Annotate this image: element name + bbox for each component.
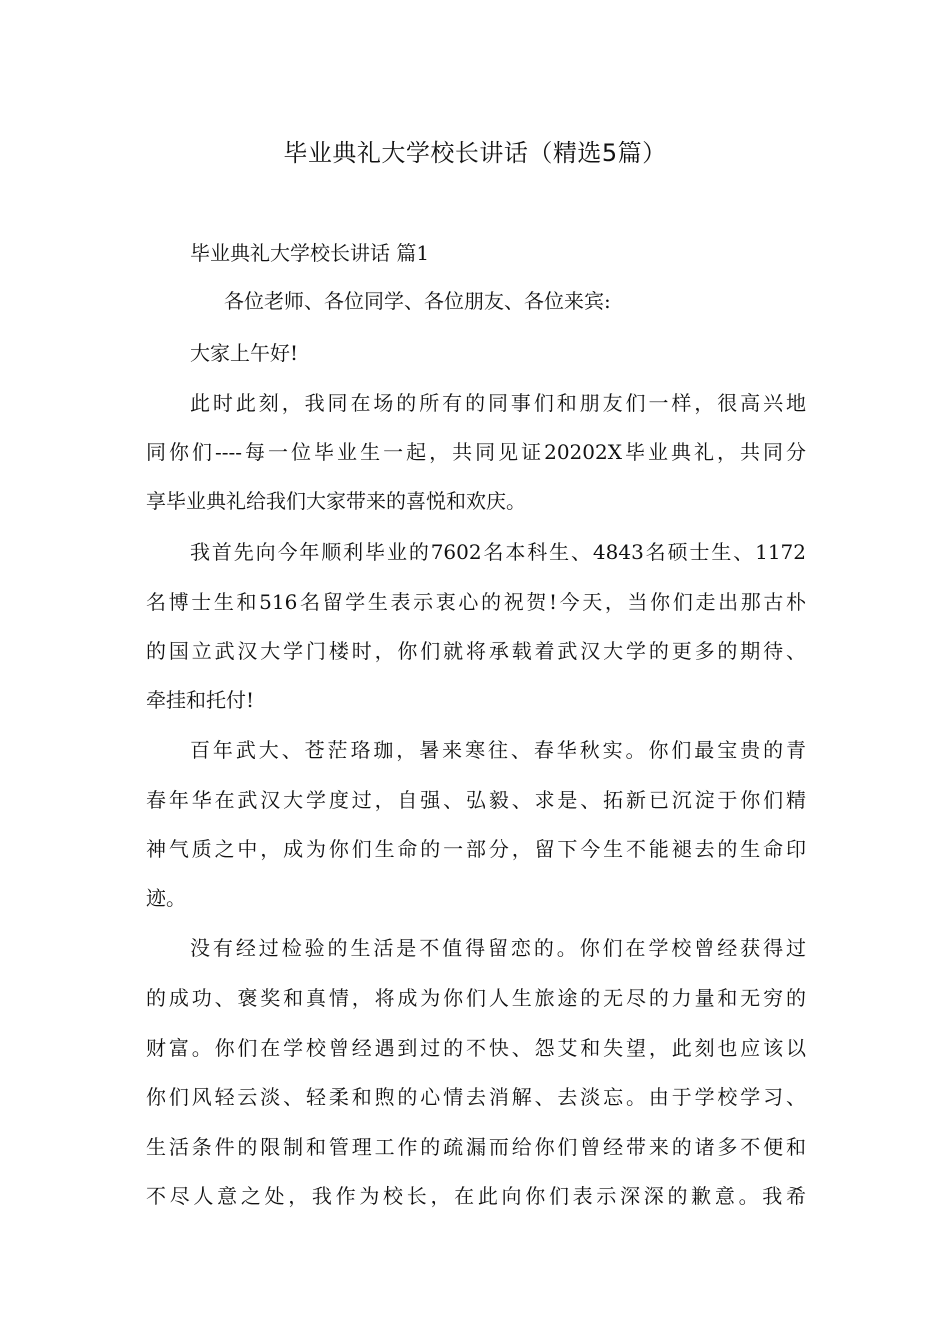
paragraph-line: 名博士生和516名留学生表示衷心的祝贺!今天，当你们走出那古朴	[146, 590, 806, 614]
paragraph-line: 享毕业典礼给我们大家带来的喜悦和欢庆。	[146, 489, 526, 513]
paragraph-line: 此时此刻，我同在场的所有的同事们和朋友们一样，很高兴地	[190, 391, 806, 415]
paragraph-line: 迹。	[146, 886, 186, 910]
paragraph-line: 没有经过检验的生活是不值得留恋的。你们在学校曾经获得过	[190, 936, 806, 960]
paragraph-line: 我首先向今年顺利毕业的7602名本科生、4843名硕士生、1172	[190, 540, 806, 564]
paragraph-line: 生活条件的限制和管理工作的疏漏而给你们曾经带来的诸多不便和	[146, 1135, 806, 1159]
paragraph-line: 同你们----每一位毕业生一起，共同见证20202X毕业典礼，共同分	[146, 440, 806, 464]
paragraph-line: 不尽人意之处，我作为校长，在此向你们表示深深的歉意。我希	[146, 1184, 806, 1208]
greeting: 大家上午好!	[190, 341, 299, 365]
paragraph-line: 春年华在武汉大学度过，自强、弘毅、求是、拓新已沉淀于你们精	[146, 788, 806, 812]
paragraph-line: 你们风轻云淡、轻柔和煦的心情去消解、去淡忘。由于学校学习、	[146, 1085, 806, 1109]
document-title: 毕业典礼大学校长讲话（精选5篇）	[283, 139, 667, 167]
paragraph-line: 牵挂和托付!	[146, 688, 255, 712]
paragraph-line: 的成功、褒奖和真情，将成为你们人生旅途的无尽的力量和无穷的	[146, 986, 806, 1010]
paragraph-line: 的国立武汉大学门楼时，你们就将承载着武汉大学的更多的期待、	[146, 639, 806, 663]
paragraph-line: 神气质之中，成为你们生命的一部分，留下今生不能褪去的生命印	[146, 837, 806, 861]
section-heading: 毕业典礼大学校长讲话 篇1	[190, 241, 430, 265]
paragraph-line: 财富。你们在学校曾经遇到过的不快、怨艾和失望，此刻也应该以	[146, 1036, 806, 1060]
paragraph-line: 百年武大、苍茫珞珈，暑来寒往、春华秋实。你们最宝贵的青	[190, 738, 806, 762]
salutation: 各位老师、各位同学、各位朋友、各位来宾:	[224, 289, 611, 313]
